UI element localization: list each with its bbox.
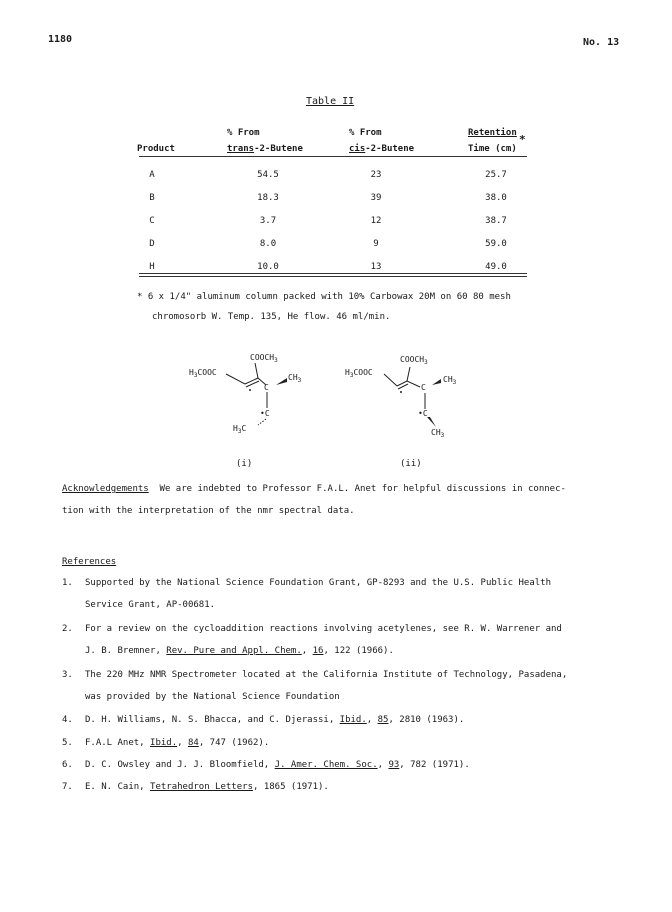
column-header-retention-line2: Time (cm): [468, 144, 517, 154]
ref-2-line1: For a review on the cycloaddition reactions involving acetylenes, see R. W. Warrener and: [85, 624, 562, 634]
table-cell-cis: 13: [370, 262, 382, 272]
bond-i-double-a: [245, 378, 258, 384]
struct-ii-label: (ii): [400, 459, 422, 469]
ref-7-number: 7.: [62, 782, 73, 792]
column-header-product: Product: [137, 144, 175, 154]
table-cell-cis: 9: [373, 239, 379, 249]
table-cell-retention: 38.7: [485, 216, 507, 226]
bond-i-dashed: [258, 419, 266, 425]
ref-2-journal: Rev. Pure and Appl. Chem.: [166, 646, 302, 656]
ref-3-line1: The 220 MHz NMR Spectrometer located at the California Institute of Technology, Pasadena,: [85, 670, 568, 680]
bond-i-cooch: [255, 363, 258, 378]
acknowledgements-line2: tion with the interpretation of the nmr spectral data.: [62, 506, 355, 516]
radical-dot-ii: [400, 391, 402, 393]
issue-number: No. 13: [583, 37, 620, 48]
acknowledgements-line1: [62, 484, 566, 494]
table-cell-cis: 12: [370, 216, 382, 226]
ref-4-text: D. H. Williams, N. S. Bhacca, and C. Djerassi, Ibid., 85, 2810 (1963).: [85, 715, 465, 725]
ref-5-text: F.A.L Anet, Ibid., 84, 747 (1962).: [85, 738, 270, 748]
acknowledgements-text1: We are indebted to Professor F.A.L. Anet for helpful discussions in connec-: [159, 484, 566, 494]
table-footnote-line2: chromosorb W. Temp. 135, He flow. 46 ml/min.: [152, 312, 391, 322]
bond-i-double-b: [246, 381, 259, 387]
ref-7-text: E. N. Cain, Tetrahedron Letters, 1865 (1971).: [85, 782, 329, 792]
struct-ii-lower-c: •C: [418, 409, 428, 418]
ref-3-number: 3.: [62, 670, 73, 680]
ref-7-journal: Tetrahedron Letters: [150, 782, 253, 792]
wedge-i: [276, 378, 287, 385]
table-cell-retention: 59.0: [485, 239, 507, 249]
struct-i-ch3: $CH_3$: [288, 373, 302, 384]
ref-3-line2: was provided by the National Science Foundation: [85, 692, 340, 702]
ref-4-journal: Ibid.: [339, 715, 367, 725]
retention-word: Retention: [468, 128, 517, 138]
bond-ii-to-c: [407, 381, 420, 387]
table-cell-product: D: [149, 239, 155, 249]
table-footnote-line1: * 6 x 1/4" aluminum column packed with 10% Carbowax 20M on 60 80 mesh: [137, 292, 511, 302]
ref-6-number: 6.: [62, 760, 73, 770]
ref-1-number: 1.: [62, 578, 73, 588]
table-cell-product: H: [149, 262, 155, 272]
bond-i-ester: [226, 374, 245, 384]
retention-footnote-mark: *: [519, 133, 526, 146]
table-cell-retention: 38.0: [485, 193, 507, 203]
ref-2-volume: 16: [312, 646, 324, 656]
ref-6-text: D. C. Owsley and J. J. Bloomfield, J. Amer. Chem. Soc., 93, 782 (1971).: [85, 760, 470, 770]
table-title: Table II: [306, 96, 355, 107]
ref-1-line2: Service Grant, AP-00681.: [85, 600, 216, 610]
cis-suffix: -2-Butene: [365, 144, 415, 154]
ref-6-volume: 93: [388, 760, 400, 770]
table-cell-trans: 54.5: [257, 170, 279, 180]
column-header-cis-line1: % From: [349, 128, 382, 138]
bond-ii-cooch: [407, 367, 410, 381]
wedge-ii-lower: [427, 417, 436, 427]
table-cell-product: B: [149, 193, 155, 203]
trans-prefix: trans: [227, 144, 255, 154]
struct-i-c: C: [264, 383, 269, 392]
ref-2-line2: J. B. Bremner, Rev. Pure and Appl. Chem., 16, 122 (1966).: [85, 646, 394, 656]
struct-ii-lower-ch3: $CH_3$: [431, 428, 445, 439]
wedge-ii: [432, 379, 441, 385]
table-cell-product: A: [149, 170, 155, 180]
struct-ii-cooch3: $COOCH_3$: [400, 355, 428, 366]
struct-i-cooch3: $COOCH_3$: [250, 353, 278, 364]
struct-i-h3cooc: $H_3COOC$: [189, 368, 217, 379]
trans-suffix: -2-Butene: [254, 144, 303, 154]
radical-dot-i: [249, 389, 251, 391]
table-cell-cis: 39: [370, 193, 382, 203]
struct-ii-c: C: [421, 383, 426, 392]
struct-i-lower-c: •C: [260, 409, 270, 418]
ref-2-number: 2.: [62, 624, 73, 634]
table-cell-trans: 8.0: [259, 239, 277, 249]
ref-4-volume: 85: [377, 715, 389, 725]
bond-ii-ester: [384, 374, 397, 386]
struct-i-label: (i): [236, 459, 253, 469]
table-cell-retention: 25.7: [485, 170, 507, 180]
ref-6-journal: J. Amer. Chem. Soc.: [274, 760, 378, 770]
column-header-trans-line1: % From: [227, 128, 260, 138]
acknowledgements-heading: Acknowledgements: [62, 484, 149, 494]
references-heading: References: [62, 557, 117, 567]
table-cell-cis: 23: [370, 170, 382, 180]
ref-1-line1: Supported by the National Science Foundation Grant, GP-8293 and the U.S. Public Health: [85, 578, 551, 588]
table-cell-product: C: [149, 216, 155, 226]
table-cell-trans: 3.7: [259, 216, 277, 226]
ref-5-journal: Ibid.: [150, 738, 178, 748]
page-number: 1180: [48, 34, 73, 45]
struct-ii-h3cooc: $H_3COOC$: [345, 368, 373, 379]
cis-prefix: cis: [349, 144, 366, 154]
ref-5-volume: 84: [187, 738, 199, 748]
ref-5-number: 5.: [62, 738, 73, 748]
table-cell-retention: 49.0: [485, 262, 507, 272]
struct-ii-ch3: $CH_3$: [443, 375, 457, 386]
ref-4-number: 4.: [62, 715, 73, 725]
struct-i-h3c: $H_3C$: [233, 424, 247, 435]
table-cell-trans: 10.0: [257, 262, 279, 272]
table-cell-trans: 18.3: [257, 193, 279, 203]
